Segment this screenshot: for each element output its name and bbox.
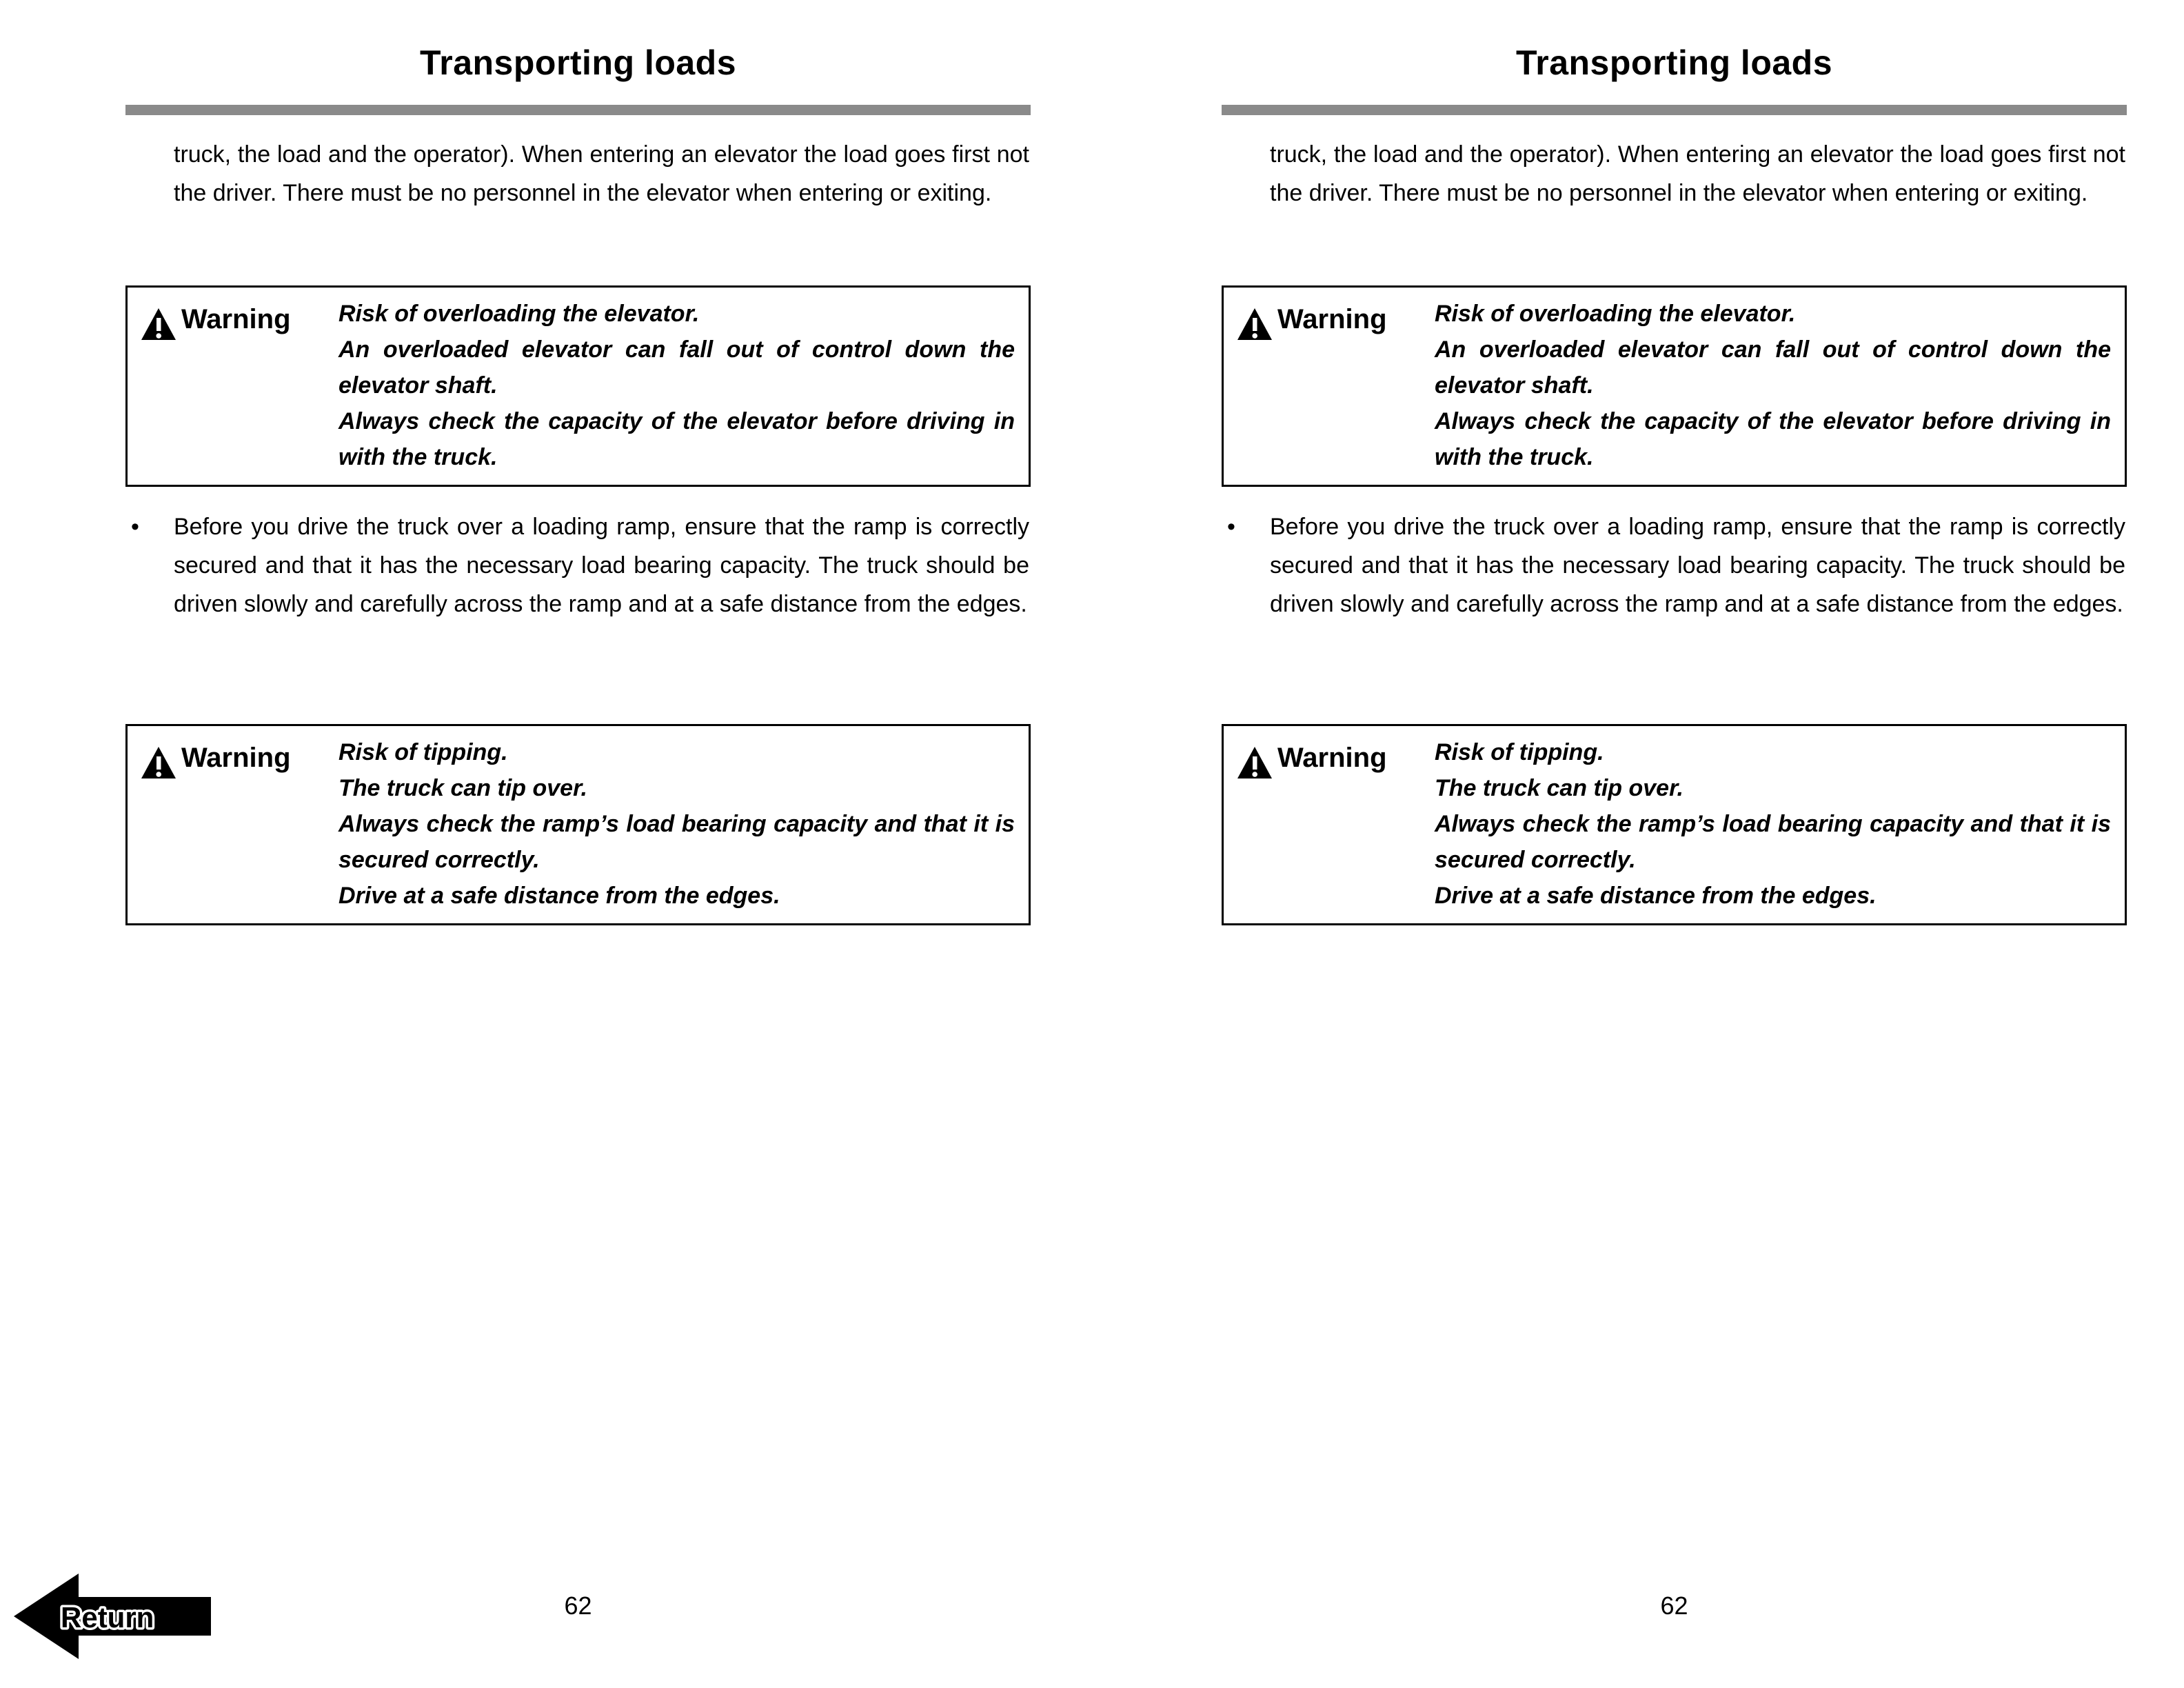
warning-triangle-icon [1236, 745, 1273, 783]
warning-message [1435, 296, 2111, 475]
title-underline-bar [1222, 105, 2127, 115]
return-button-label: Return [61, 1601, 154, 1634]
warning-box-tipping [125, 724, 1031, 925]
bullet-list-item [1222, 508, 2125, 623]
warning-label: Warning [181, 304, 291, 334]
warning-message [338, 296, 1015, 475]
title-underline-bar [125, 105, 1031, 115]
warning-label: Warning [1277, 304, 1387, 334]
warning-message [1435, 734, 2111, 914]
page-number: 62 [1660, 1591, 1688, 1620]
page-number: 62 [564, 1591, 592, 1620]
warning-triangle-icon [140, 745, 177, 783]
return-button[interactable] [12, 1567, 214, 1666]
warning-line: The truck can tip over. [338, 775, 587, 801]
page-column-right [1222, 0, 2127, 1688]
return-arrow-icon [12, 1567, 214, 1666]
warning-header [1236, 296, 1435, 475]
warning-line: Risk of tipping. [338, 739, 508, 765]
page-column-left [125, 0, 1031, 1688]
bullet-text: Before you drive the truck over a loading ramp, ensure that the ramp is correctly secured and that it has the necessary load bearing capacity. The truck should be driven slowly and carefully across the ramp and at a safe distance from the edges. [1270, 514, 2125, 617]
warning-header [140, 734, 338, 914]
intro-paragraph: truck, the load and the operator). When entering an elevator the load goes first not the driver. There must be no personnel in the elevator when entering or exiting. [174, 141, 1029, 206]
warning-line: Always check the ramp’s load bearing capacity and that it is secured correctly. [338, 811, 1015, 873]
warning-header [140, 296, 338, 475]
warning-box-overload [1222, 285, 2127, 487]
warning-line: Risk of overloading the elevator. [1435, 301, 1796, 327]
intro-paragraph: truck, the load and the operator). When entering an elevator the load goes first not the driver. There must be no personnel in the elevator when entering or exiting. [1270, 141, 2125, 206]
warning-line: Always check the capacity of the elevator before driving in with the truck. [338, 408, 1015, 470]
warning-line: Risk of overloading the elevator. [338, 301, 700, 327]
warning-line: The truck can tip over. [1435, 775, 1684, 801]
warning-triangle-icon [1236, 307, 1273, 345]
warning-triangle-icon [140, 307, 177, 345]
page-title: Transporting loads [419, 43, 737, 82]
warning-label: Warning [1277, 743, 1387, 773]
bullet-marker: • [1227, 514, 1235, 540]
bullet-list-item [125, 508, 1029, 623]
warning-line: An overloaded elevator can fall out of control down the elevator shaft. [1435, 336, 2111, 399]
warning-header [1236, 734, 1435, 914]
warning-line: Drive at a safe distance from the edges. [338, 883, 780, 909]
bullet-marker: • [131, 514, 139, 540]
page-title: Transporting loads [1515, 43, 1833, 82]
warning-line: Always check the capacity of the elevator before driving in with the truck. [1435, 408, 2111, 470]
warning-line: Always check the ramp’s load bearing capacity and that it is secured correctly. [1435, 811, 2111, 873]
warning-line: Risk of tipping. [1435, 739, 1604, 765]
bullet-text: Before you drive the truck over a loading ramp, ensure that the ramp is correctly secured and that it has the necessary load bearing capacity. The truck should be driven slowly and carefully across the ramp and at a safe distance from the edges. [174, 514, 1029, 617]
warning-box-overload [125, 285, 1031, 487]
warning-label: Warning [181, 743, 291, 773]
warning-line: Drive at a safe distance from the edges. [1435, 883, 1877, 909]
warning-message [338, 734, 1015, 914]
warning-line: An overloaded elevator can fall out of control down the elevator shaft. [338, 336, 1015, 399]
warning-box-tipping [1222, 724, 2127, 925]
